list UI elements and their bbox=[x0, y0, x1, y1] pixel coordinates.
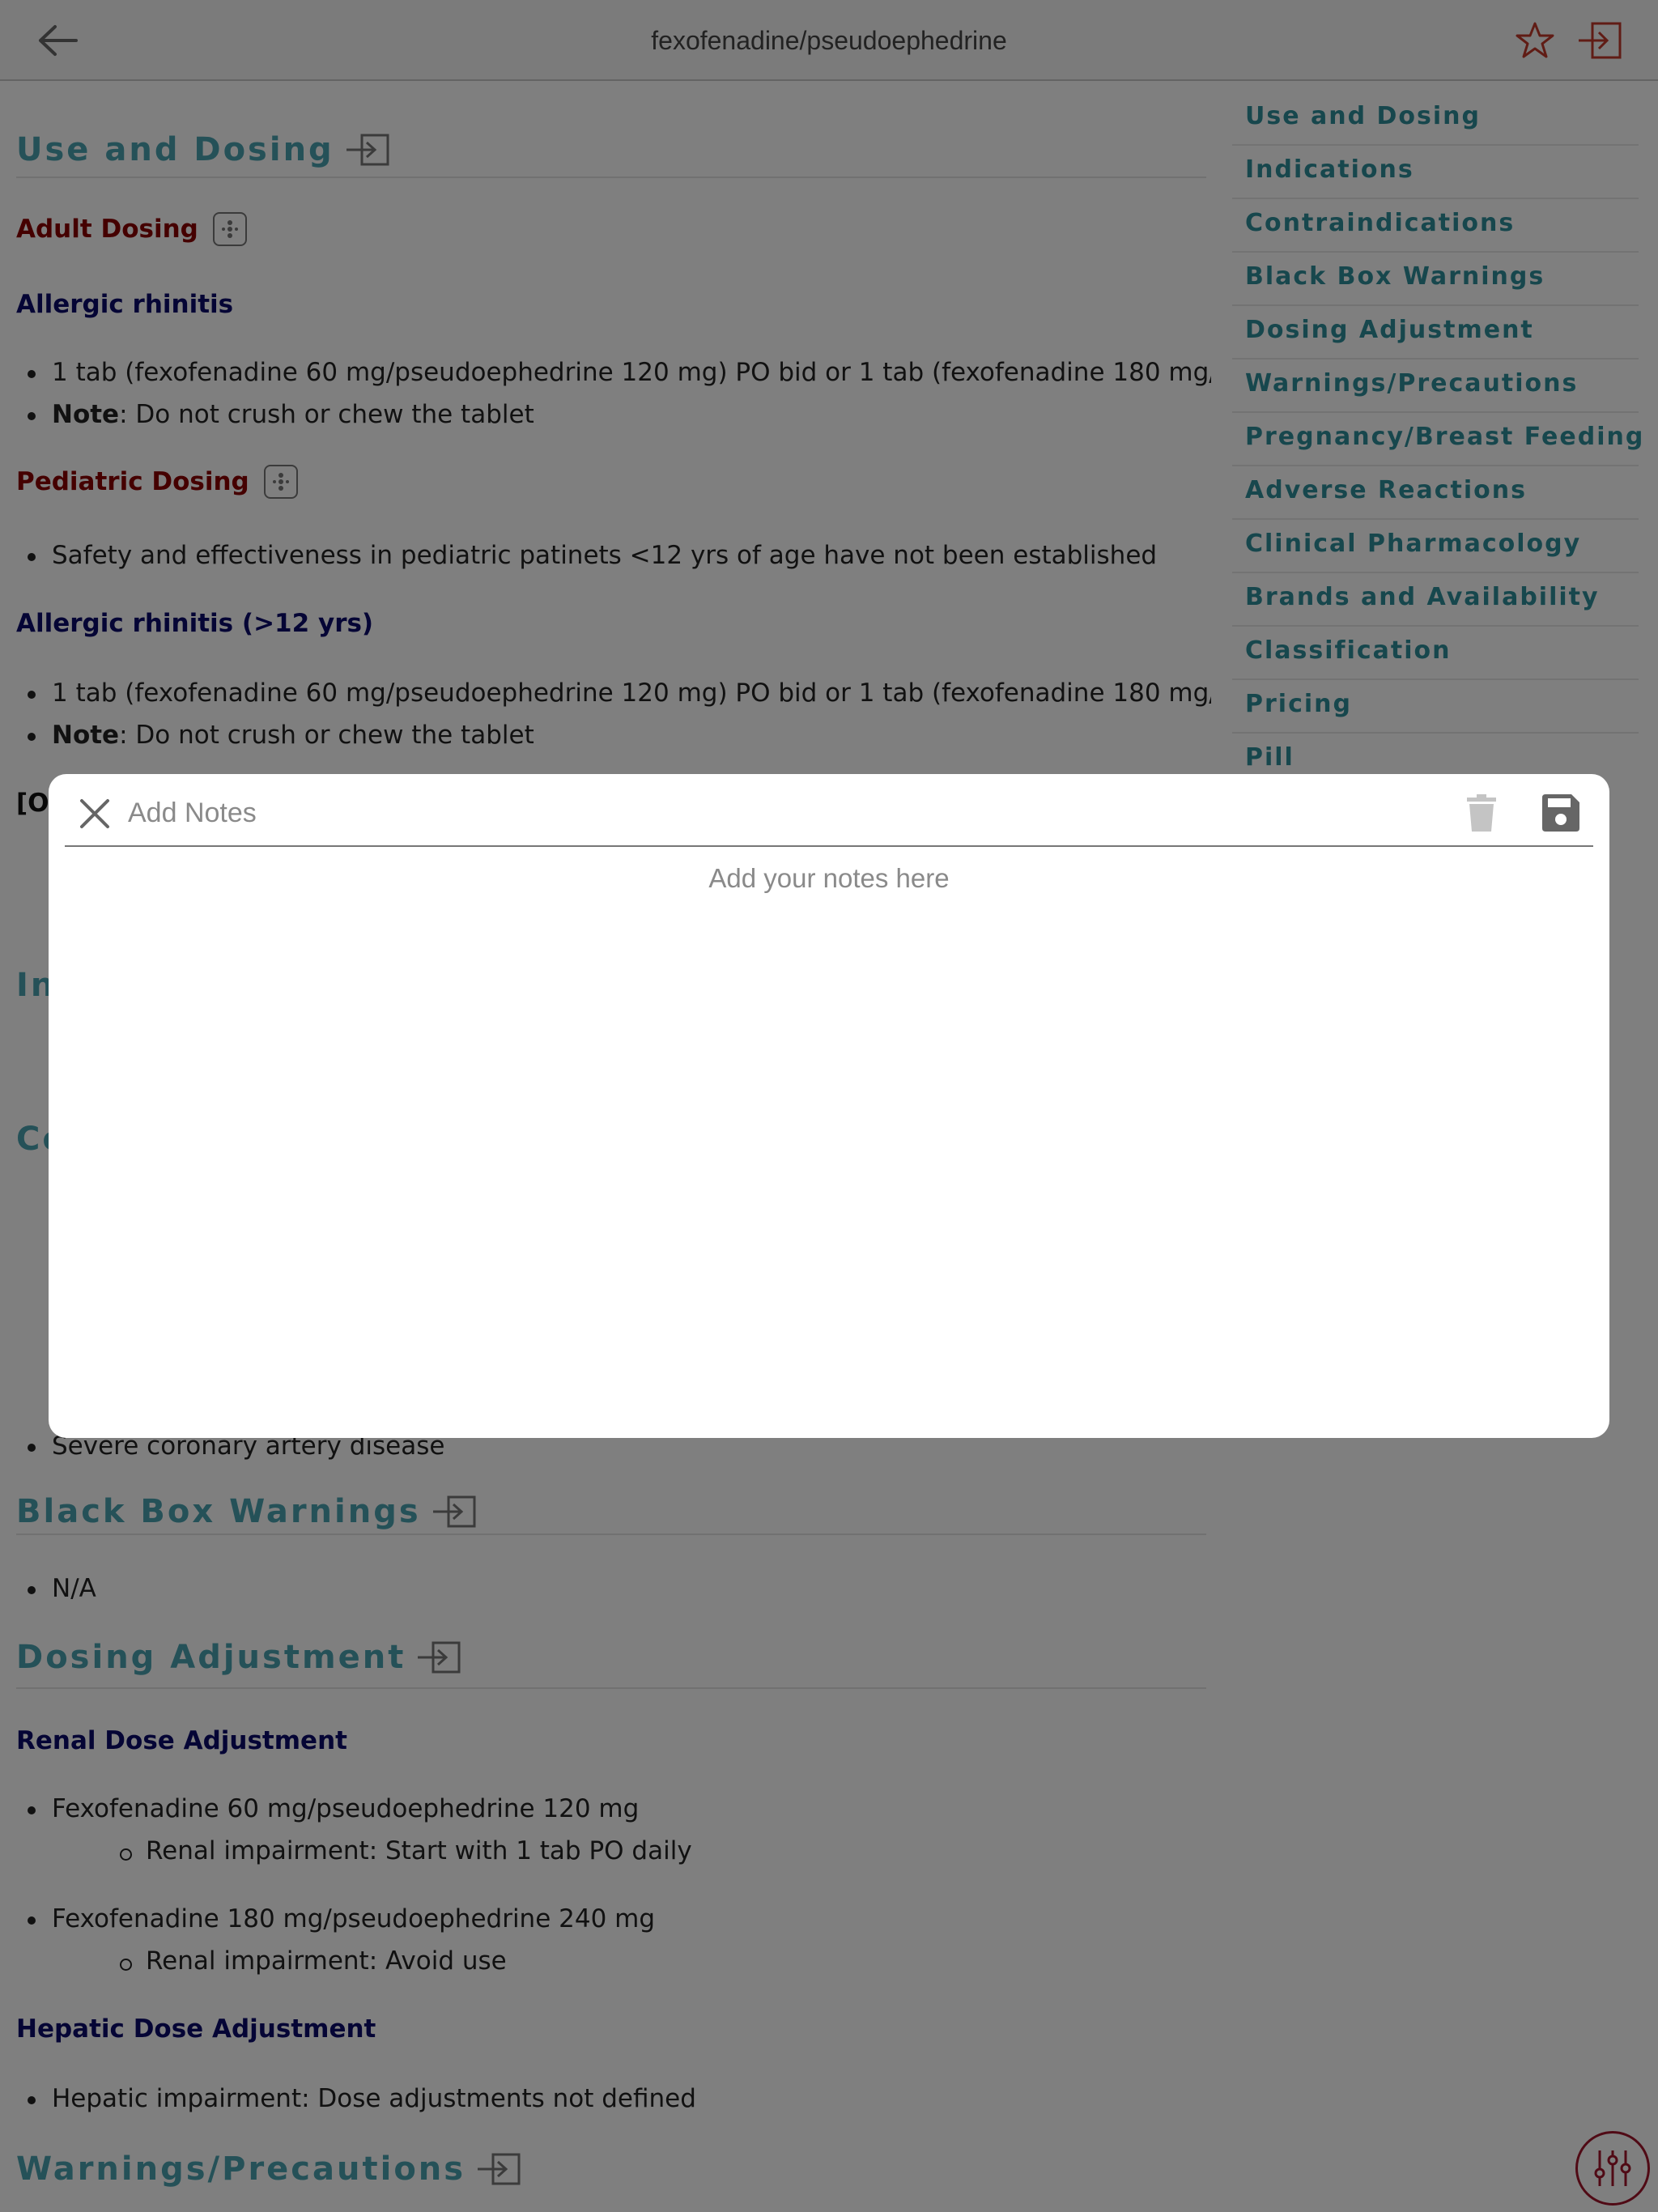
delete-note-button[interactable] bbox=[1459, 789, 1504, 837]
notes-textarea[interactable] bbox=[65, 847, 1593, 1422]
save-icon bbox=[1542, 794, 1579, 832]
close-icon bbox=[79, 798, 111, 830]
notes-modal bbox=[49, 774, 1609, 1438]
trash-icon bbox=[1467, 794, 1496, 832]
save-note-button[interactable] bbox=[1537, 789, 1585, 837]
close-button[interactable] bbox=[71, 790, 118, 837]
notes-modal-title: Add Notes bbox=[128, 798, 257, 828]
